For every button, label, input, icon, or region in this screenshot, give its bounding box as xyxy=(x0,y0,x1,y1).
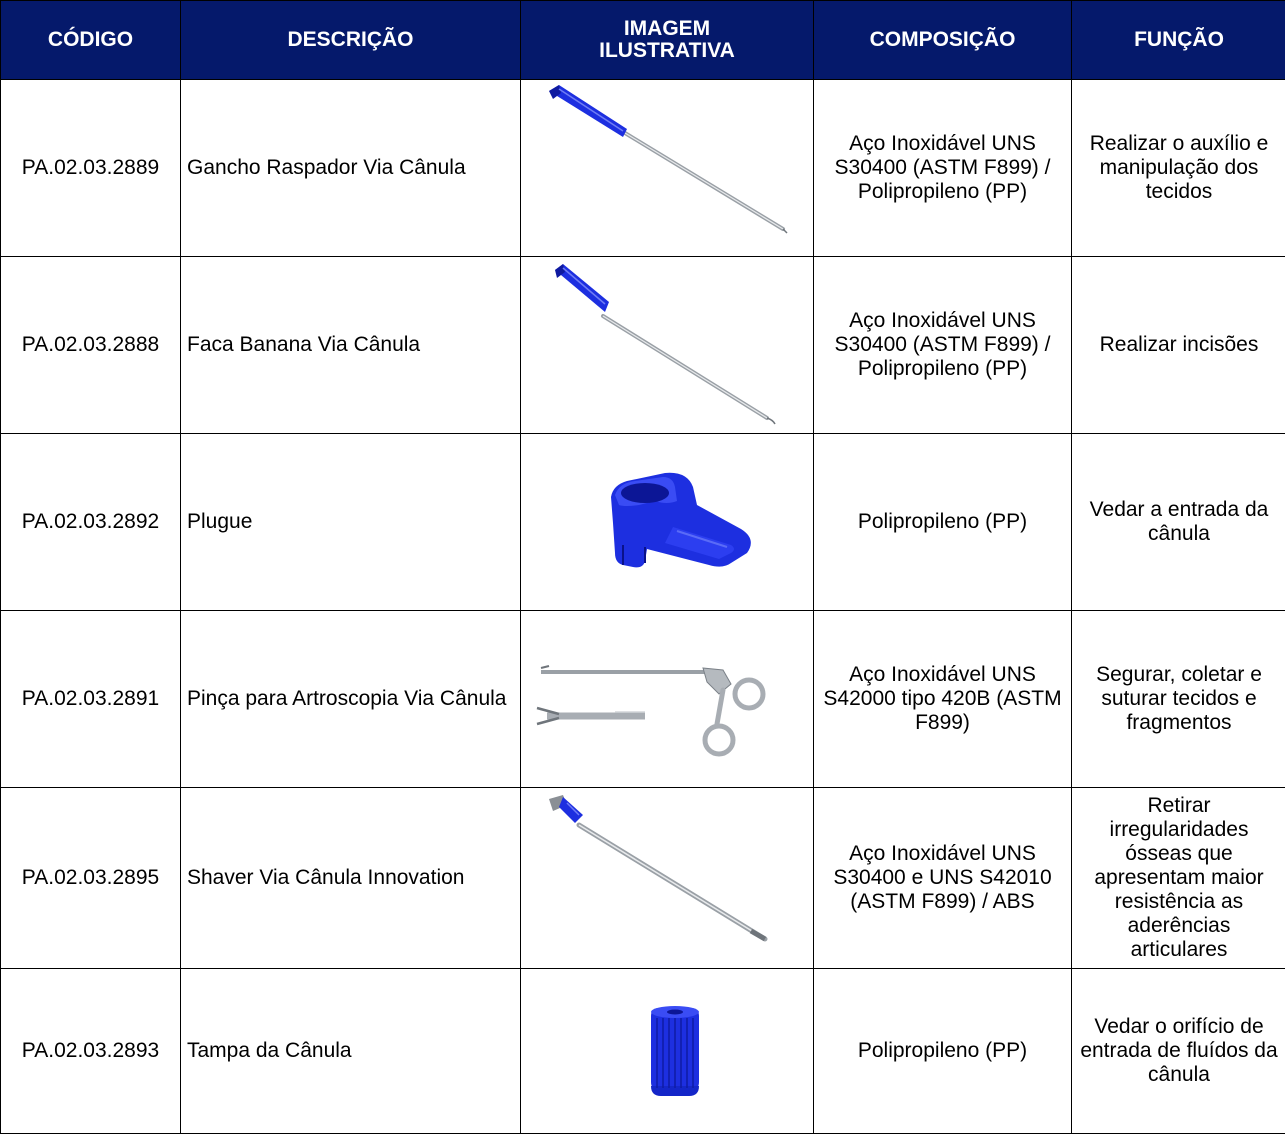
cell-image xyxy=(521,969,814,1134)
cell-description: Plugue xyxy=(181,434,521,611)
header-image: IMAGEM ILUSTRATIVA xyxy=(521,1,814,80)
cell-image xyxy=(521,257,814,434)
cell-composition: Aço Inoxidável UNS S42000 tipo 420B (ASTM F899) xyxy=(814,611,1072,788)
cell-function: Retirar irregularidades ósseas que apresentam maior resistência as aderências articulares xyxy=(1072,788,1285,969)
cell-composition: Aço Inoxidável UNS S30400 (ASTM F899) / Polipropileno (PP) xyxy=(814,257,1072,434)
shaver-icon xyxy=(527,789,819,967)
cell-image xyxy=(521,80,814,257)
cell-code: PA.02.03.2892 xyxy=(1,434,181,611)
header-description: DESCRIÇÃO xyxy=(181,1,521,80)
cell-image xyxy=(521,434,814,611)
arthroscopy-forceps-icon xyxy=(527,612,819,786)
cell-composition: Aço Inoxidável UNS S30400 e UNS S42010 (ASTM F899) / ABS xyxy=(814,788,1072,969)
cell-function: Segurar, coletar e suturar tecidos e fragmentos xyxy=(1072,611,1285,788)
cell-code: PA.02.03.2888 xyxy=(1,257,181,434)
cannula-cap-icon xyxy=(527,970,819,1132)
cell-code: PA.02.03.2895 xyxy=(1,788,181,969)
cell-description: Faca Banana Via Cânula xyxy=(181,257,521,434)
cell-composition: Polipropileno (PP) xyxy=(814,969,1072,1134)
table-row xyxy=(1,969,1285,1134)
scraper-hook-icon xyxy=(527,81,819,255)
table-row xyxy=(1,788,1285,969)
cell-composition: Polipropileno (PP) xyxy=(814,434,1072,611)
table-row xyxy=(1,80,1285,257)
table-row xyxy=(1,611,1285,788)
table-header-row xyxy=(1,1,1285,80)
cell-description: Shaver Via Cânula Innovation xyxy=(181,788,521,969)
banana-knife-icon xyxy=(527,258,819,432)
cell-image xyxy=(521,611,814,788)
header-function: FUNÇÃO xyxy=(1072,1,1285,80)
cell-code: PA.02.03.2893 xyxy=(1,969,181,1134)
header-code: CÓDIGO xyxy=(1,1,181,80)
header-composition: COMPOSIÇÃO xyxy=(814,1,1072,80)
cell-function: Realizar incisões xyxy=(1072,257,1285,434)
cell-description: Tampa da Cânula xyxy=(181,969,521,1134)
table-row xyxy=(1,257,1285,434)
cell-function: Vedar a entrada da cânula xyxy=(1072,434,1285,611)
cell-code: PA.02.03.2889 xyxy=(1,80,181,257)
plug-icon xyxy=(527,435,819,609)
cell-code: PA.02.03.2891 xyxy=(1,611,181,788)
cell-composition: Aço Inoxidável UNS S30400 (ASTM F899) / Polipropileno (PP) xyxy=(814,80,1072,257)
cell-function: Vedar o orifício de entrada de fluídos da cânula xyxy=(1072,969,1285,1134)
cell-description: Pinça para Artroscopia Via Cânula xyxy=(181,611,521,788)
cell-description: Gancho Raspador Via Cânula xyxy=(181,80,521,257)
table-row xyxy=(1,434,1285,611)
cell-image xyxy=(521,788,814,969)
cell-function: Realizar o auxílio e manipulação dos tecidos xyxy=(1072,80,1285,257)
